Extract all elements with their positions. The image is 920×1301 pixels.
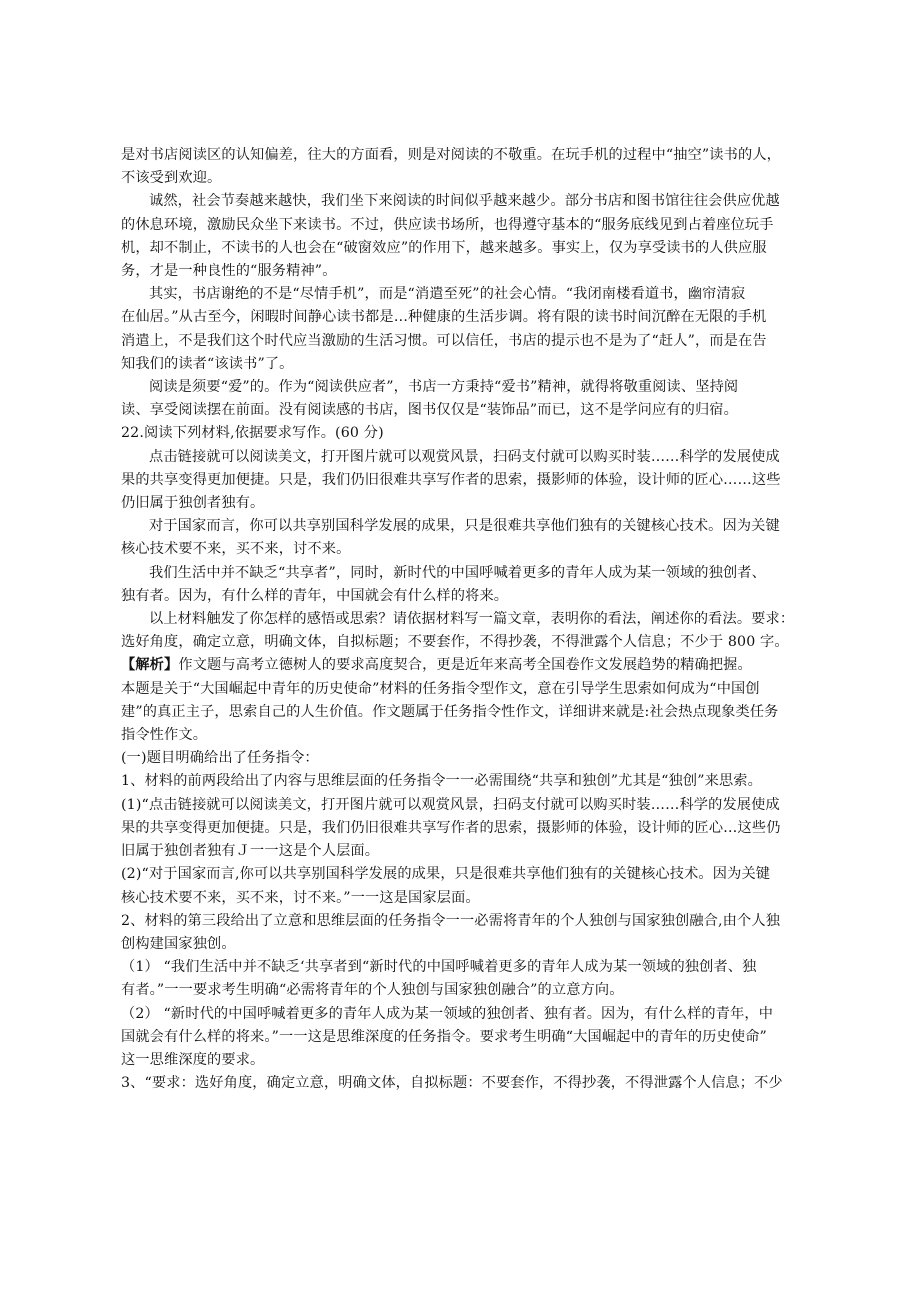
analysis-line: 指令性作文。 <box>121 727 208 744</box>
text-line: 选好角度，确定立意，明确文体，自拟标题；不要套作，不得抄袭，不得泄露个人信息；不少于 800 字。 <box>121 634 789 651</box>
text-line: 务，才是一种良性的“服务精神”。 <box>121 263 337 280</box>
text-line: 以上材料触发了你怎样的感悟或思索？请依据材料写一篇文章，表明你的看法，阐述你的看法。要求： <box>149 611 795 628</box>
text-line: 22.阅读下列材料,依据要求写作。(60 分) <box>121 425 384 442</box>
analysis-line: 创构建国家独创。 <box>121 935 236 952</box>
text-line: 核心技术要不来，买不来，讨不来。 <box>121 541 351 558</box>
text-line: 阅读是须要“爱”的。作为“阅读供应者”，书店一方秉持“爱书”精神，就得将敬重阅读、坚持阅 <box>149 379 739 396</box>
analysis-line: (2)“对于国家而言,你可以共享别国科学发展的成果，只是很难共享他们独有的关键核心技术。因为关键 <box>121 866 771 883</box>
analysis-line: 有者。”一一要求考生明确“必需将青年的个人独创与国家独创融合”的立意方向。 <box>121 982 624 999</box>
text-line: 消遣上，不是我们这个时代应当激励的生活习惯。可以信任，书店的提示也不是为了“赶人”，而是在告 <box>121 332 767 349</box>
analysis-line: 核心技术要不来，买不来，讨不来。”一一这是国家层面。 <box>121 889 480 906</box>
analysis-line: （2） “新时代的中国呼喊着更多的青年人成为某一领域的独创者、独有者。因为，有什么样的青年，中 <box>121 1005 774 1022</box>
analysis-line: 建”的真正主子，思索自己的人生价值。作文题属于任务指令性作文，详细讲来就是:社会热点现象类任务 <box>121 703 779 720</box>
paragraph <box>121 190 815 283</box>
analysis-line: 旧属于独创者独有Ｊ一一这是个人层面。 <box>121 843 380 860</box>
analysis-line: （1） “我们生活中并不缺乏‘共享者到“新时代的中国呼喊着更多的青年人成为某一领域的独创者、独 <box>121 959 757 976</box>
analysis-heading-line <box>121 654 815 677</box>
text-line: 仍旧属于独创者独有。 <box>121 495 265 512</box>
text-line: 机，却不制止，不读书的人也会在“破窗效应”的作用下，越来越多。事实上，仅为享受读书的人供应服 <box>121 239 767 256</box>
paragraph <box>121 562 815 608</box>
analysis-line: 本题是关于“大国崛起中青年的历史使命”材料的任务指令型作文，意在引导学生思索如何成为“中国创 <box>121 680 760 697</box>
analysis-label: 【解析】 <box>121 657 179 674</box>
analysis-first-line: 作文题与高考立德树人的要求高度契合，更是近年来高考全国卷作文发展趋势的精确把握。 <box>178 657 752 674</box>
document-body <box>121 144 815 654</box>
paragraph <box>121 446 815 516</box>
text-line: 是对书店阅读区的认知偏差，往大的方面看，则是对阅读的不敬重。在玩手机的过程中“抽空”读书的人， <box>121 147 781 163</box>
document-page <box>121 144 815 1095</box>
analysis-line: 果的共享变得更加便捷。只是，我们仍旧很难共享写作者的思索，摄影师的体验，设计师的匠心…这些仍 <box>121 819 781 836</box>
text-line: 在仙居。”从古至今，闲暇时间静心读书都是…种健康的生活步调。将有限的读书时间沉醉在无限的手机 <box>121 309 767 326</box>
analysis-line: (一)题目明确给出了任务指令： <box>121 750 319 767</box>
analysis-line: 1、材料的前两段给出了内容与思维层面的任务指令一一必需围绕“共享和独创”尤其是“独创”来思索。 <box>121 773 762 790</box>
text-line: 不该受到欢迎。 <box>121 170 222 187</box>
text-line: 独有者。因为，有什么样的青年，中国就会有什么样的将来。 <box>121 587 509 604</box>
paragraph <box>121 283 815 376</box>
text-line: 读、享受阅读摆在前面。没有阅读感的书店，图书仅仅是“装饰品”而已，这不是学问应有的归宿。 <box>121 402 738 419</box>
analysis-line: 国就会有什么样的将来。”一一这是思维深度的任务指令。要求考生明确“大国崛起中的青年的历史使命” <box>121 1028 767 1045</box>
text-line: 对于国家而言，你可以共享别国科学发展的成果，只是很难共享他们独有的关键核心技术。因为关键 <box>149 518 780 535</box>
text-line: 知我们的读者“该读书”了。 <box>121 355 294 372</box>
paragraph <box>121 422 815 445</box>
text-line: 的休息环境，激励民众坐下来读书。不过，供应读书场所，也得遵守基本的“服务底线见到占着座位玩手 <box>121 216 774 233</box>
paragraph <box>121 515 815 561</box>
analysis-line: 2、材料的第三段给出了立意和思维层面的任务指令一一必需将青年的个人独创与国家独创融合,由个人独 <box>121 912 781 929</box>
analysis-line: 3、“要求：选好角度，确定立意，明确文体，自拟标题：不要套作，不得抄袭，不得泄露个人信息；不少 <box>121 1075 783 1092</box>
analysis-body <box>121 678 815 1096</box>
text-line: 点击链接就可以阅读美文，打开图片就可以观赏风景，扫码支付就可以购买时装……科学的发展使成 <box>149 448 780 465</box>
text-line: 诚然，社会节奏越来越快，我们坐下来阅读的时间似乎越来越少。部分书店和图书馆往往会供应优越 <box>149 193 780 210</box>
paragraph <box>121 608 815 654</box>
paragraph <box>121 376 815 422</box>
text-line: 其实，书店谢绝的不是“尽情手机”，而是“消遣至死”的社会心情。“我闭南楼看道书，幽帘清寂 <box>149 286 746 303</box>
analysis-line: 这一思维深度的要求。 <box>121 1051 265 1068</box>
text-line: 果的共享变得更加便捷。只是，我们仍旧很难共享写作者的思索，摄影师的体验，设计师的匠心……这些 <box>121 471 781 488</box>
text-line: 我们生活中并不缺乏“共享者”，同时，新时代的中国呼喊着更多的青年人成为某一领域的独创者、 <box>149 564 766 581</box>
paragraph <box>121 144 815 190</box>
analysis-line: (1)“点击链接就可以阅读美文，打开图片就可以观赏风景，扫码支付就可以购买时装……科学的发展使成 <box>121 796 780 813</box>
